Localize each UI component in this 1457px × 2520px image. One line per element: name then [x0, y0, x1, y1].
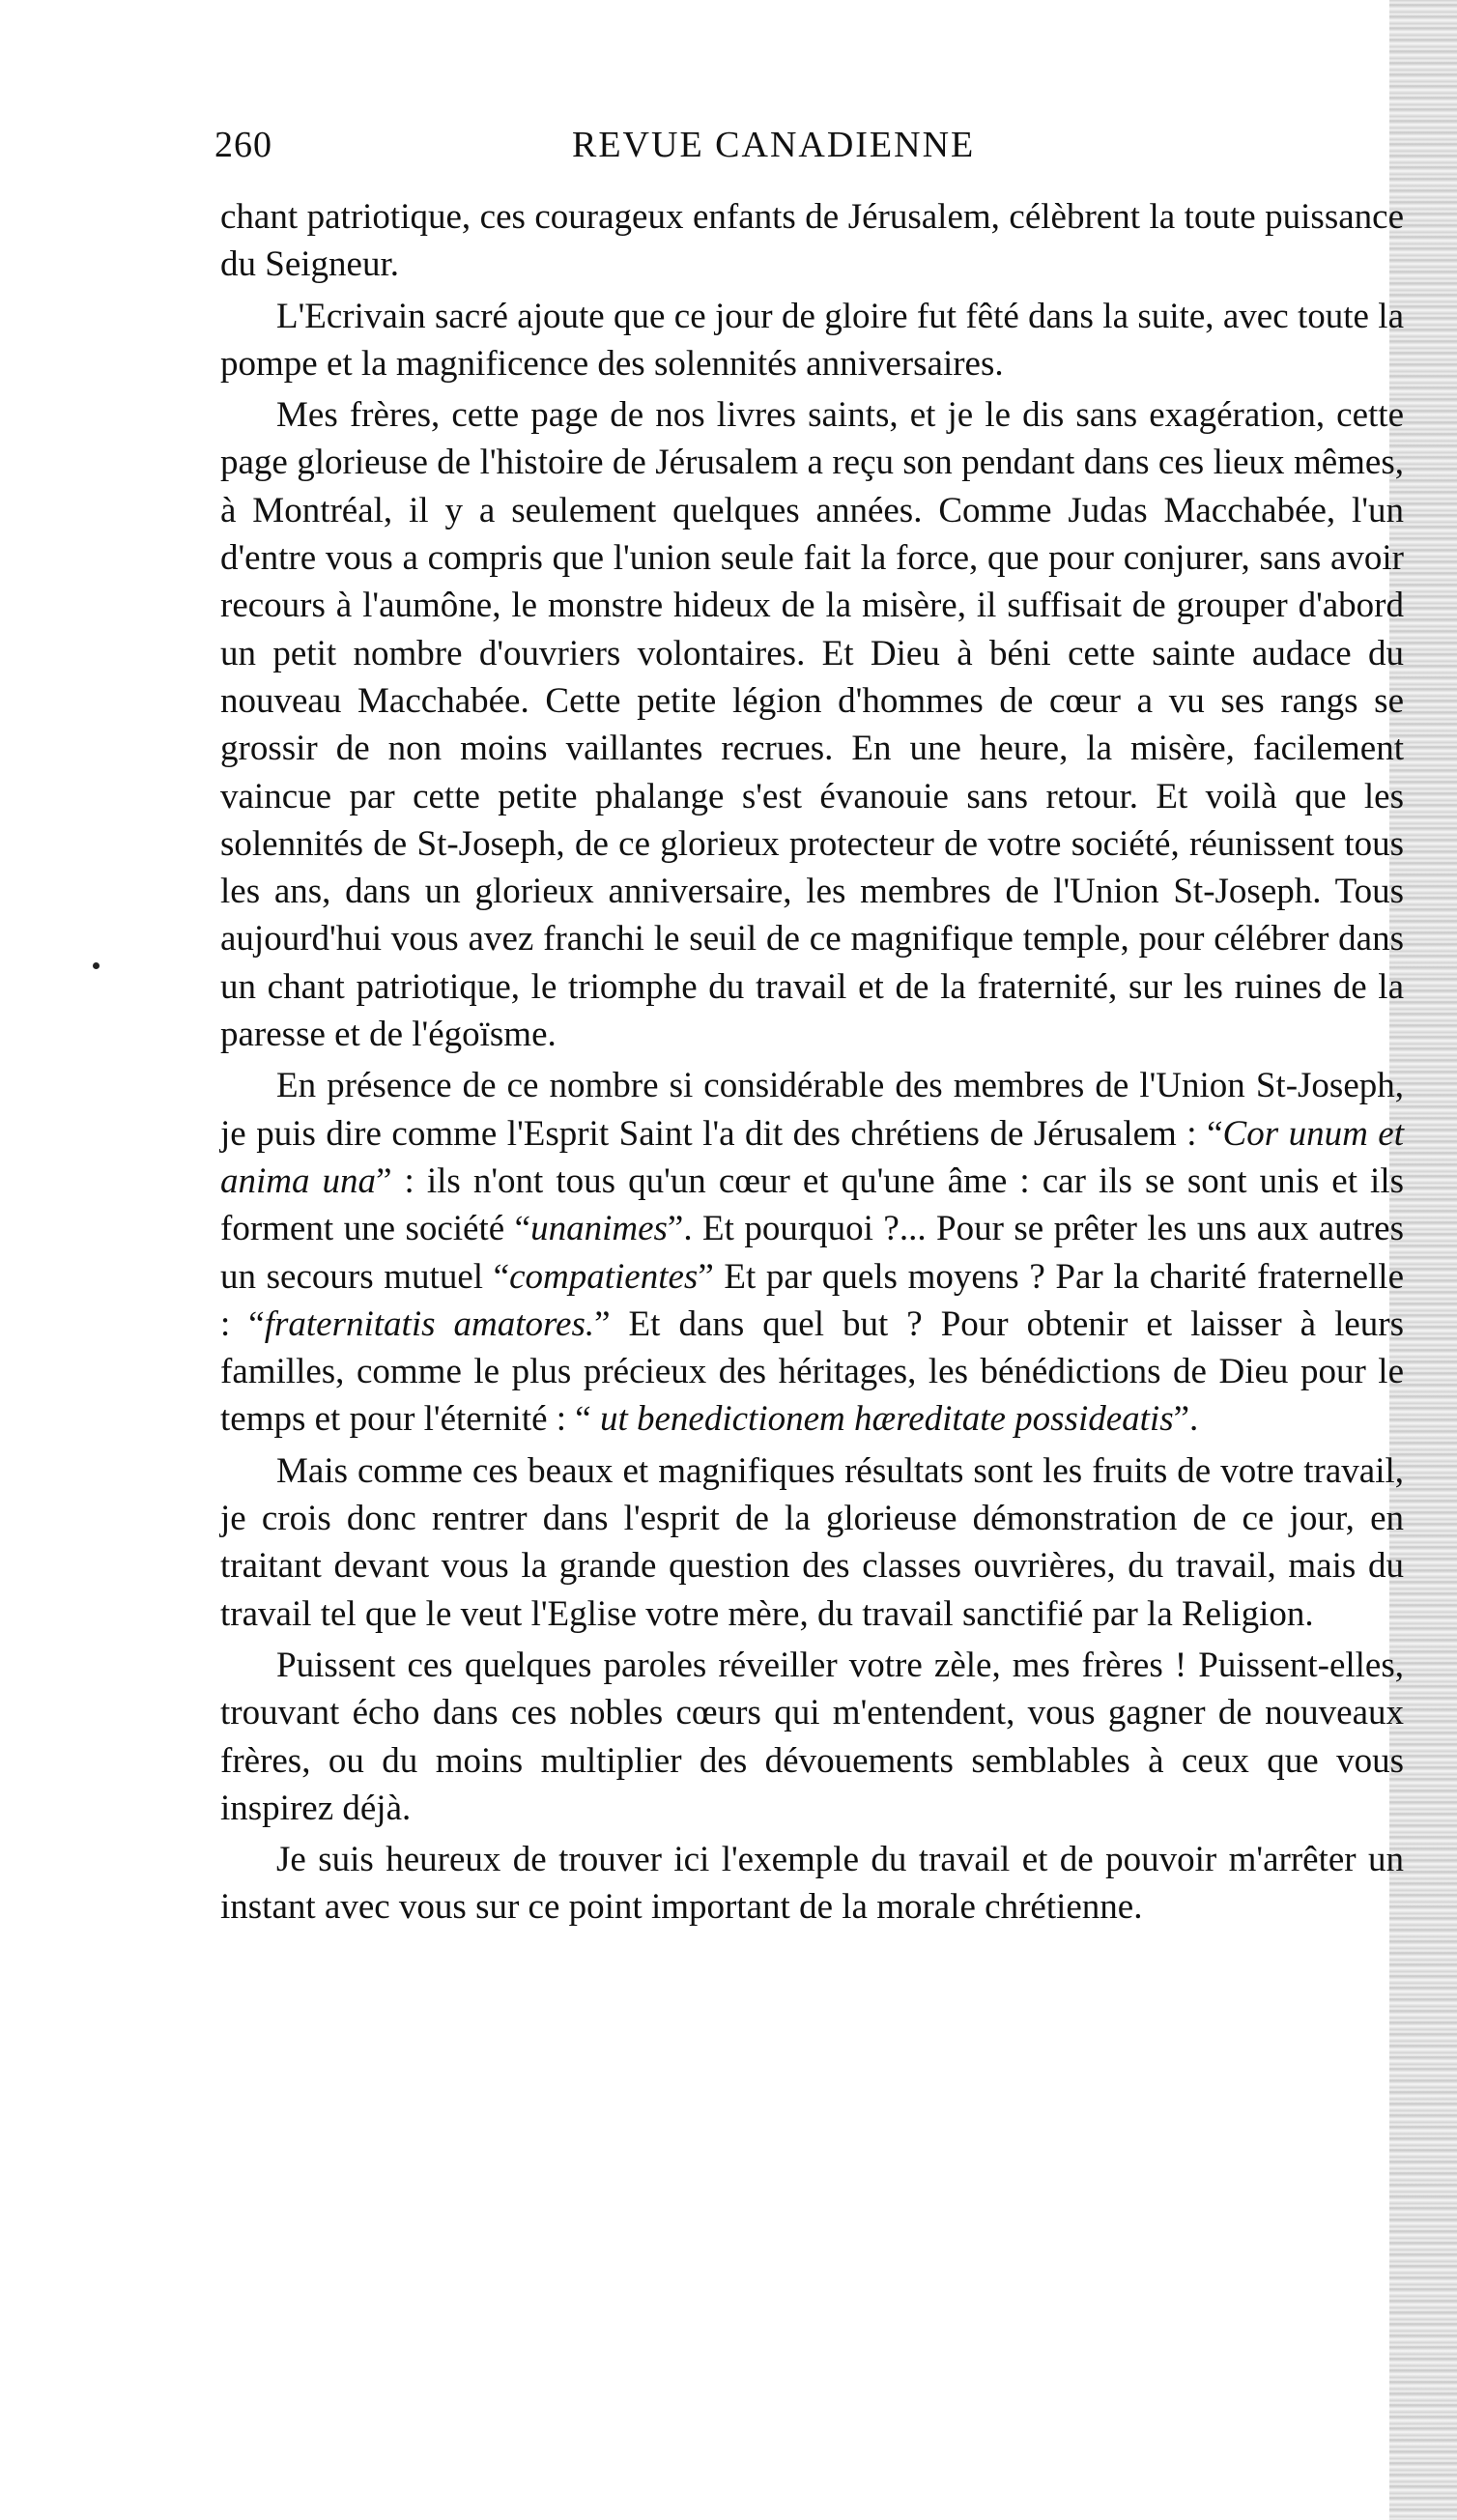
text-body [220, 193, 1404, 1932]
running-title: REVUE CANADIENNE [572, 125, 976, 165]
paragraph-7: Je suis heureux de trouver ici l'exemple du travail et de pouvoir m'arrêter un instant avec vous sur ce point important de la morale chrétienne. [220, 1840, 1404, 1928]
paragraph-4-text-1: En présence de ce nombre si considérable des membres de l'Union St-Joseph, je puis dire comme l'Esprit Saint l'a dit des chrétiens de Jérusalem : “ [220, 1066, 1404, 1154]
page-header [214, 124, 1398, 182]
latin-quote-cor-unum: Cor unum et anima una [220, 1113, 1405, 1201]
latin-word-unanimes: unanimes [530, 1209, 668, 1249]
paragraph-4-text-4: ” Et par quels moyens ? Par la charité fraternelle : “ [220, 1256, 1404, 1344]
paragraph-4-text-5: ” Et dans quel but ? Pour obtenir et laisser à leurs familles, comme le plus précieux des héritages, les bénédictions de Dieu pour le temps et pour l'éternité : “ [220, 1303, 1404, 1440]
latin-word-compatientes: compatientes [509, 1256, 699, 1297]
latin-quote-benedictionem: ut benedictionem hæreditate possideatis [599, 1399, 1174, 1440]
paragraph-5: Mais comme ces beaux et magnifiques résultats sont les fruits de votre travail, je crois donc rentrer dans l'esprit de la glorieuse démonstration de ce jour, en traitant devant vous la grande question des classes ouvrières, du travail, mais du travail tel que le veut l'Eglise votre mère, du travail sanctifié par la Religion. [220, 1450, 1404, 1634]
paragraph-1: chant patriotique, ces courageux enfants de Jérusalem, célèbrent la toute puissance du Seigneur. [220, 197, 1404, 285]
paragraph-6: Puissent ces quelques paroles réveiller votre zèle, mes frères ! Puissent-elles, trouvant écho dans ces nobles cœurs qui m'entendent, vous gagner de nouveaux frères, ou du moins multiplier des dévouements semblables à ceux que vous inspirez déjà. [220, 1645, 1404, 1828]
paragraph-4-text-6: ”. [1173, 1399, 1199, 1440]
paragraph-4-text-2: ” : ils n'ont tous qu'un cœur et qu'une âme : car ils se sont unis et ils forment une société “ [220, 1160, 1405, 1249]
paragraph-4-text-3: ”. Et pourquoi ?... Pour se prêter les uns aux autres un secours mutuel “ [220, 1209, 1404, 1297]
paragraph-2: L'Ecrivain sacré ajoute que ce jour de gloire fut fêté dans la suite, avec toute la pompe et la magnificence des solennités anniversaires. [220, 296, 1404, 384]
page-number: 260 [214, 125, 272, 165]
paragraph-4 [220, 1062, 1404, 1443]
paragraph-3: Mes frères, cette page de nos livres saints, et je le dis sans exagération, cette page glorieuse de l'histoire de Jérusalem a reçu son pendant dans ces lieux mêmes, à Montréal, il y a seulement quelques années. Comme Judas Macchabée, l'un d'entre vous a compris que l'union seule fait la force, que pour conjurer, sans avoir recours à l'aumône, le monstre hideux de la misère, il suffisait de grouper d'abord un petit nombre d'ouvriers volontaires. Et Dieu à béni cette sainte audace du nouveau Macchabée. Cette petite légion d'hommes de cœur a vu ses rangs se grossir de non moins vaillantes recrues. En une heure, la misère, facilement vaincue par cette petite phalange s'est évanouie sans retour. Et voilà que les solennités de St-Joseph, de ce glorieux protecteur de votre société, réunissent tous les ans, dans un glorieux anniversaire, les membres de l'Union St-Joseph. Tous aujourd'hui vous avez franchi le seuil de ce magnifique temple, pour célébrer dans un chant patriotique, le triomphe du travail et de la fraternité, sur les ruines de la paresse et de l'égoïsme. [220, 395, 1404, 1055]
stray-ink-dot [93, 962, 100, 969]
latin-quote-fraternitatis: fraternitatis amatores. [264, 1303, 595, 1344]
